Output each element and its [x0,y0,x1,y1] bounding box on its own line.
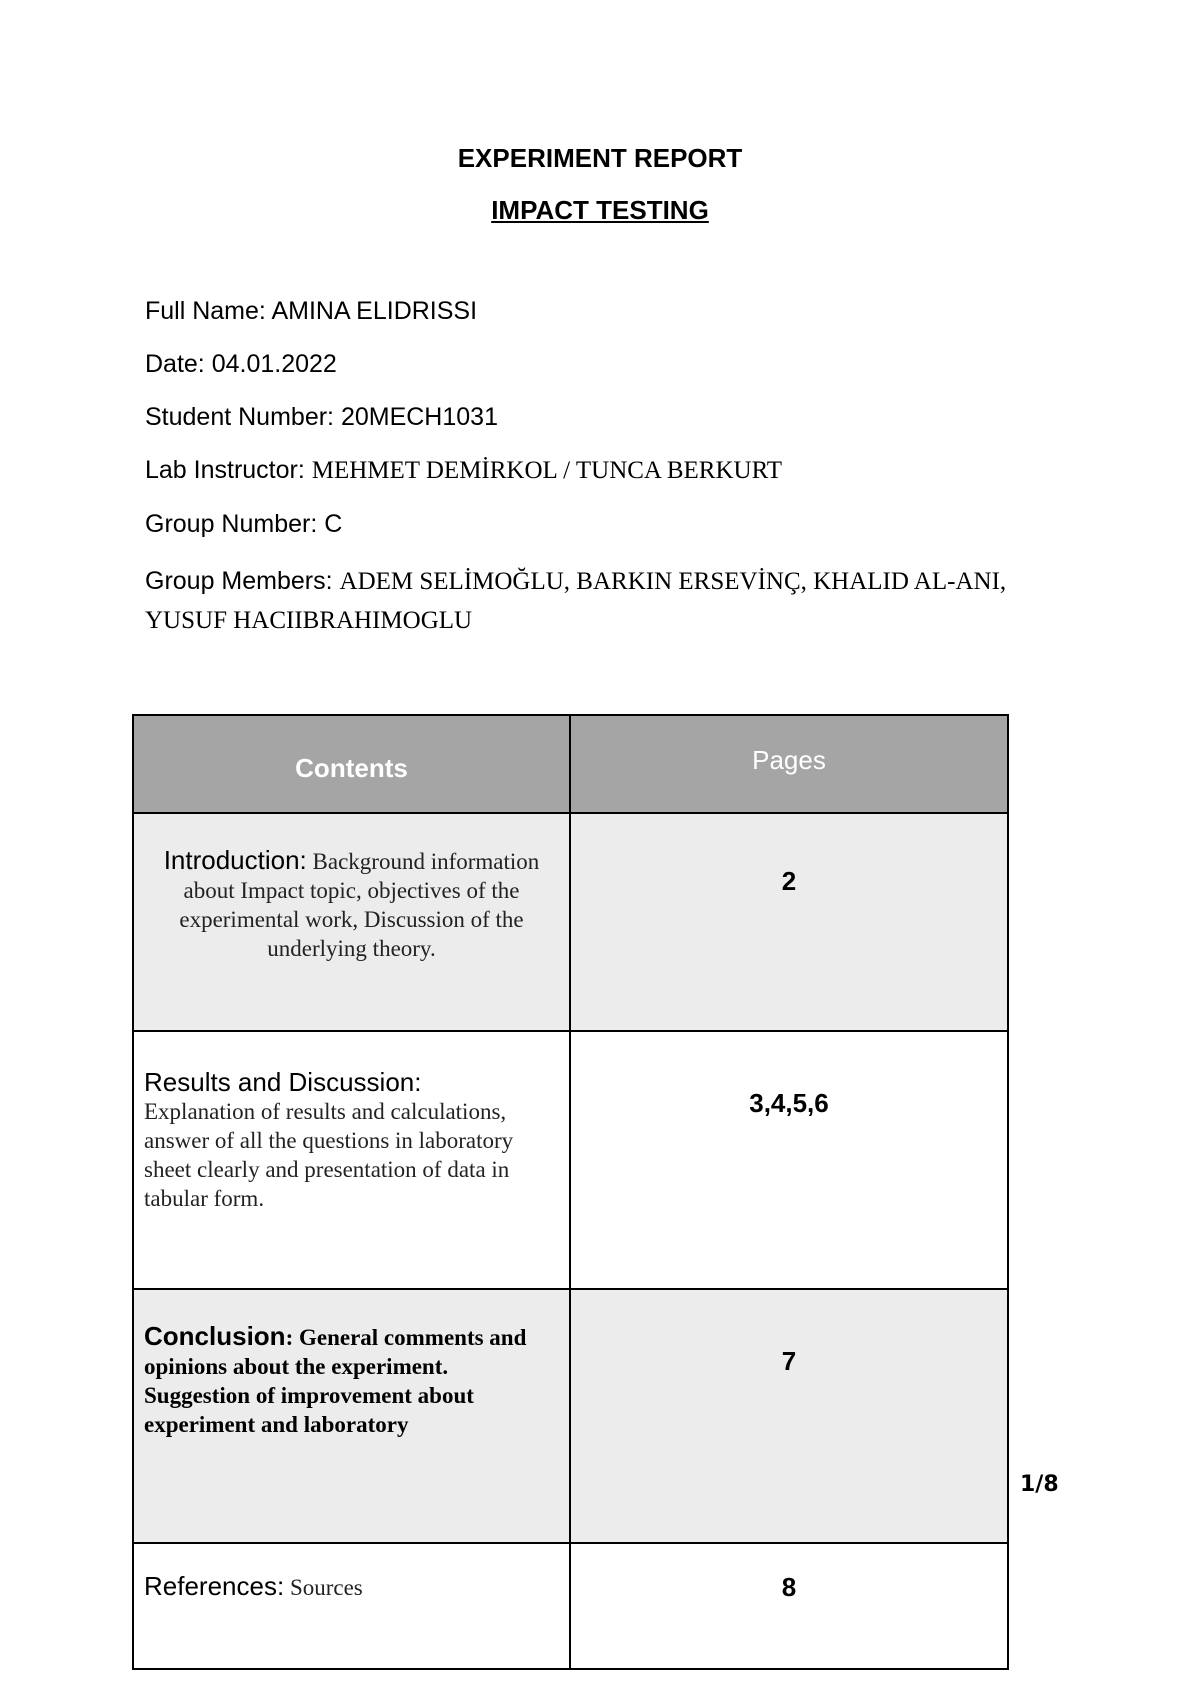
full-name-label: Full Name: [145,297,272,325]
section-body: Sources [284,1575,363,1600]
lab-instructor-value: MEHMET DEMİRKOL / TUNCA BERKURT [311,457,783,484]
student-number-label: Student Number: [145,403,341,431]
section-description [133,1031,570,1289]
section-heading: References: [144,1571,285,1601]
group-number-label: Group Number: [145,510,325,538]
full-name-value: AMINA ELIDRISSI [271,297,478,325]
student-number-value: 20MECH1031 [340,403,498,431]
section-description [133,813,570,1031]
group-number-line [145,509,1025,539]
report-title: EXPERIMENT REPORT [457,143,743,173]
section-body: Background information about Impact topic, objectives of the experimental work, Discussion of the underlying theory. [179,849,540,961]
student-info [145,296,1025,663]
section-pages: 8 [570,1543,1008,1669]
date-line [145,349,1025,379]
report-subtitle: IMPACT TESTING [491,195,709,225]
contents-table [132,714,1009,1670]
group-number-value: C [324,510,343,538]
page-number: 1/8 [1020,1472,1059,1497]
section-body: Explanation of results and calculations, answer of all the questions in laboratory sheet clearly and presentation of data in tabular form. [144,1099,514,1211]
section-pages: 2 [570,813,1008,1031]
table-row [133,813,1008,1031]
lab-instructor-line [145,455,1025,486]
section-pages: 3,4,5,6 [570,1031,1008,1289]
lab-instructor-label: Lab Instructor: [145,456,312,484]
section-description [133,1289,570,1543]
date-value: 04.01.2022 [211,350,337,378]
table-row [133,1543,1008,1669]
group-members-value: ADEM SELİMOĞLU, BARKIN ERSEVİNÇ, KHALID AL-ANI, YUSUF HACIIBRAHIMOGLU [145,568,1007,634]
section-heading: Introduction: [163,845,307,875]
section-heading: Conclusion [144,1321,286,1351]
section-heading: Results and Discussion: [144,1067,422,1097]
group-members-line [145,562,1025,640]
full-name-line [145,296,1025,326]
contents-column-header: Contents [133,715,570,813]
section-pages: 7 [570,1289,1008,1543]
section-body: : General comments and opinions about the experiment. Suggestion of improvement about experiment and laboratory [144,1325,527,1437]
student-number-line [145,402,1025,432]
table-header-row [133,715,1008,813]
table-row [133,1031,1008,1289]
pages-column-header: Pages [570,715,1008,813]
group-members-label: Group Members: [145,567,340,595]
date-label: Date: [145,350,212,378]
section-description [133,1543,570,1669]
table-row [133,1289,1008,1543]
